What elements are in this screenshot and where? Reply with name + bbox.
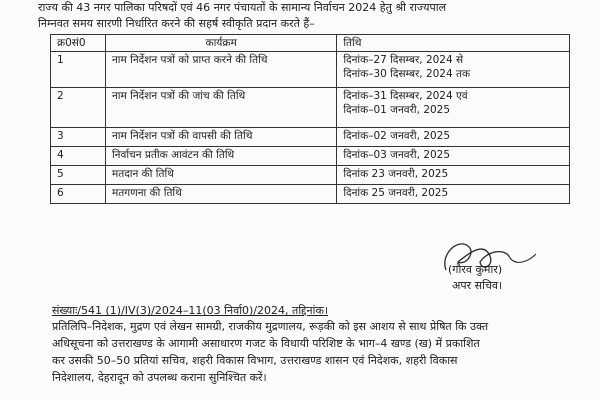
date-line: दिनांक–27 दिसम्बर, 2024 से (343, 54, 464, 66)
row-programme: नाम निर्देशन पत्रों की जांच की तिथि (105, 88, 336, 128)
schedule-table (50, 34, 570, 204)
row-programme: नाम निर्देशन पत्रों की वापसी की तिथि (105, 128, 336, 147)
date-line: दिनांक–03 जनवरी, 2025 (343, 149, 451, 161)
date-line: दिनांक–30 दिसम्बर, 2024 तक (343, 68, 471, 80)
row-serial: 5 (51, 166, 106, 185)
date-line: दिनांक 23 जनवरी, 2025 (343, 168, 449, 180)
table-row (51, 166, 570, 185)
date-line: दिनांक–31 दिसम्बर, 2024 एवं (343, 90, 468, 102)
signatory-name: (गौरव कुमार) (448, 263, 503, 276)
row-serial: 3 (51, 128, 106, 147)
copy-line-2: अधिसूचना को उत्तराखण्ड के आगामी असाधारण गजट के विधायी परिशिष्ट के भाग–4 खण्ड (ख) में प्रकाशित (52, 337, 480, 350)
table-row (51, 128, 570, 147)
intro-paragraph (38, 0, 566, 32)
row-serial: 1 (51, 52, 106, 88)
header-serial: क्र0सं0 (51, 35, 106, 52)
copy-to-paragraph (52, 318, 572, 386)
table-row (51, 147, 570, 166)
row-serial: 2 (51, 88, 106, 128)
copy-line-3: कर उसकी 50–50 प्रतियां सचिव, शहरी विकास विभाग, उत्तराखण्ड शासन एवं निदेशक, शहरी विकास (52, 354, 458, 367)
signatory-designation: अपर सचिव। (452, 279, 503, 292)
date-line: दिनांक–01 जनवरी, 2025 (343, 104, 451, 116)
row-date (337, 128, 570, 147)
row-programme: नाम निर्देशन पत्रों को प्राप्त करने की तिथि (105, 52, 336, 88)
intro-line-2: निम्नवत समय सारणी निर्धारित करने की सहर्ष स्वीकृति प्रदान करते हैं– (38, 17, 315, 30)
row-date (337, 52, 570, 88)
row-date (337, 166, 570, 185)
copy-line-4: निदेशालय, देहरादून को उपलब्ध कराना सुनिश्चित करें। (52, 371, 267, 384)
row-programme: मतगणना की तिथि (105, 185, 336, 204)
table-row (51, 185, 570, 204)
header-programme: कार्यक्रम (105, 35, 336, 52)
date-line: दिनांक 25 जनवरी, 2025 (343, 187, 449, 199)
row-programme: मतदान की तिथि (105, 166, 336, 185)
row-date (337, 88, 570, 128)
table-header-row (51, 35, 570, 52)
copy-line-1: प्रतिलिपि–निदेशक, मुद्रण एवं लेखन सामग्री, राजकीय मुद्रणालय, रूड़की को इस आशय से साथ प्रेषित कि उक्त (52, 320, 489, 333)
table-row (51, 52, 570, 88)
date-line: दिनांक–02 जनवरी, 2025 (343, 130, 451, 142)
reference-number: संख्याः/541 (1)/IV(3)/2024–11(03 निर्वा0)/2024, तद्दिनांक। (52, 304, 329, 317)
row-date (337, 147, 570, 166)
row-date (337, 185, 570, 204)
row-serial: 6 (51, 185, 106, 204)
header-date: तिथि (337, 35, 570, 52)
table-row (51, 88, 570, 128)
row-serial: 4 (51, 147, 106, 166)
row-programme: निर्वाचन प्रतीक आवंटन की तिथि (105, 147, 336, 166)
intro-line-1: राज्य की 43 नगर पालिका परिषदों एवं 46 नगर पंचायतों के सामान्य निर्वाचन 2024 हेतु श्री राज्यपाल (38, 1, 447, 14)
